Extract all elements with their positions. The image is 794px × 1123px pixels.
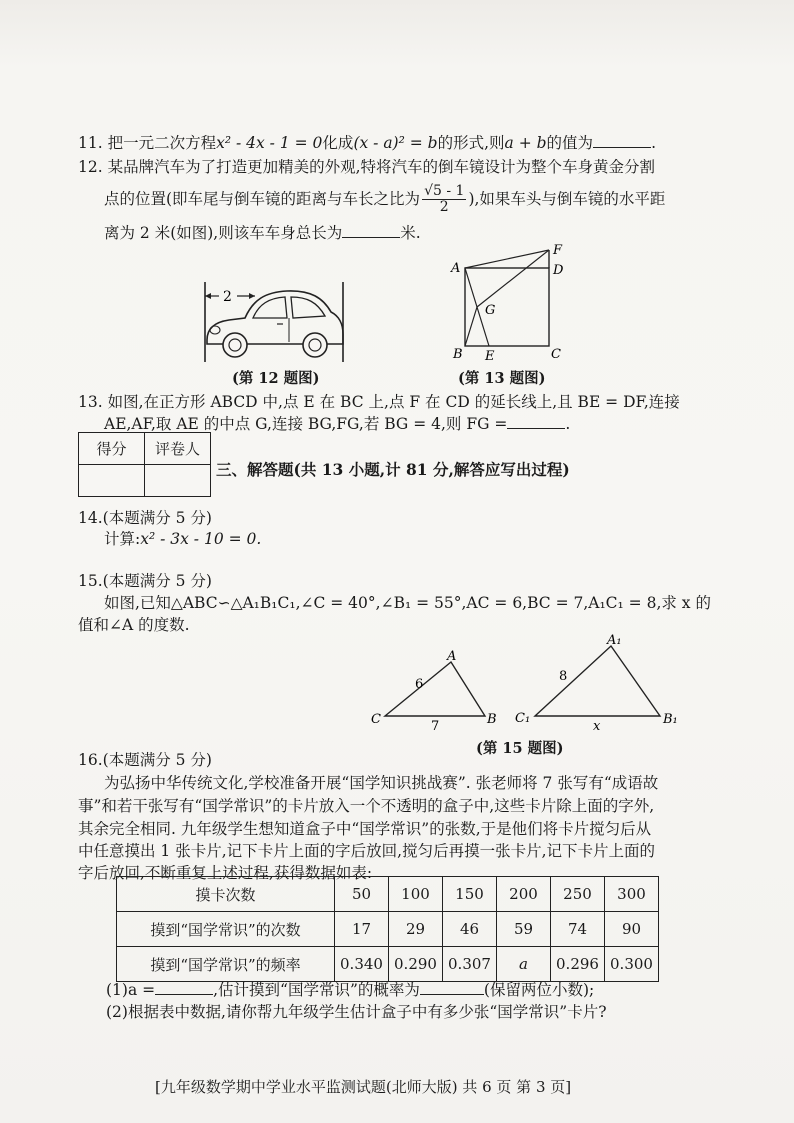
table-cell: 0.300 xyxy=(605,947,659,982)
table-cell: 250 xyxy=(551,877,605,912)
label-b1: B₁ xyxy=(663,712,678,727)
table-cell: 0.296 xyxy=(551,947,605,982)
figure-13-caption: (第 13 题图) xyxy=(458,370,546,387)
similar-triangles-figure xyxy=(365,630,690,730)
segment-bg xyxy=(465,307,477,346)
grader-header: 评卷人 xyxy=(145,433,211,465)
label-b: B xyxy=(487,712,497,727)
grader-cell[interactable] xyxy=(145,465,211,497)
question-11 xyxy=(78,131,656,153)
label-a: A xyxy=(451,261,461,276)
question-15-line1: 如图,已知△ABC∽△A₁B₁C₁,∠C = 40°,∠B₁ = 55°,AC = 6,BC = 7,A₁C₁ = 8,求 x 的 xyxy=(104,594,711,612)
question-15-head: 15.(本题满分 5 分) xyxy=(78,572,212,590)
question-16-sub2: (2)根据表中数据,请你帮九年级学生估计盒子中有多少张“国学常识”卡片? xyxy=(106,1003,607,1021)
front-wheel xyxy=(223,333,247,357)
golden-ratio-fraction xyxy=(422,184,466,216)
answer-blank[interactable] xyxy=(593,147,651,148)
q13-text: AE,AF,取 AE 的中点 G,连接 BG,FG,若 BG = 4,则 FG = xyxy=(104,415,508,433)
score-box xyxy=(78,432,211,497)
table-cell: 59 xyxy=(497,912,551,947)
table-cell: 17 xyxy=(335,912,389,947)
label-c: C xyxy=(551,347,561,362)
label-a: A xyxy=(447,649,457,664)
data-table xyxy=(116,876,659,982)
q12-text: 米. xyxy=(400,224,421,242)
question-14-head: 14.(本题满分 5 分) xyxy=(78,509,212,527)
q14-text: 计算: xyxy=(104,530,141,548)
row-header: 摸卡次数 xyxy=(117,877,335,912)
square-figure xyxy=(445,240,575,365)
table-cell: 50 xyxy=(335,877,389,912)
row-header: 摸到“国学常识”的次数 xyxy=(117,912,335,947)
question-16-para: 其余完全相同. 九年级学生想知道盒子中“国学常识”的张数,于是他们将卡片搅匀后从 xyxy=(78,820,652,838)
car-window-rear xyxy=(291,297,325,318)
dimension-label: 2 xyxy=(223,289,232,305)
answer-blank[interactable] xyxy=(507,428,565,429)
arrow-right xyxy=(249,293,255,299)
rear-wheel xyxy=(303,333,327,357)
q13-text: . xyxy=(565,415,571,433)
table-row xyxy=(117,912,659,947)
headlight xyxy=(210,326,220,334)
car-figure xyxy=(195,278,355,366)
q11-equation: (x - a)² = b xyxy=(353,134,438,152)
table-cell: a xyxy=(497,947,551,982)
label-e: E xyxy=(485,349,495,364)
side-ac-label: 6 xyxy=(415,677,424,692)
table-cell: 300 xyxy=(605,877,659,912)
q14-equation: x² - 3x - 10 = 0. xyxy=(140,530,262,548)
score-cell[interactable] xyxy=(79,465,145,497)
label-c: C xyxy=(371,712,381,727)
label-b: B xyxy=(453,347,463,362)
figure-12-caption: (第 12 题图) xyxy=(232,370,320,387)
side-a1c1-label: 8 xyxy=(559,669,568,684)
segment-af xyxy=(465,250,549,268)
row-header: 摸到“国学常识”的频率 xyxy=(117,947,335,982)
figure-15-caption: (第 15 题图) xyxy=(476,740,564,757)
label-g: G xyxy=(485,303,496,318)
q11-end: . xyxy=(651,134,656,152)
question-13-line2 xyxy=(104,412,570,434)
table-cell: 0.290 xyxy=(389,947,443,982)
label-c1: C₁ xyxy=(515,711,531,726)
table-cell: 29 xyxy=(389,912,443,947)
table-cell: 74 xyxy=(551,912,605,947)
q11-text: 的值为 xyxy=(546,134,594,152)
table-row xyxy=(117,947,659,982)
answer-blank[interactable] xyxy=(342,237,400,238)
segment-fg xyxy=(477,250,549,307)
question-12-line2 xyxy=(104,184,665,216)
answer-blank[interactable] xyxy=(420,994,484,995)
label-f: F xyxy=(553,243,563,258)
triangle-abc xyxy=(385,662,485,716)
table-cell: 150 xyxy=(443,877,497,912)
question-16-head: 16.(本题满分 5 分) xyxy=(78,751,212,769)
label-a1: A₁ xyxy=(607,633,622,648)
table-cell: 90 xyxy=(605,912,659,947)
question-number: 13. xyxy=(78,393,103,411)
question-13-line1 xyxy=(78,390,680,412)
label-d: D xyxy=(553,263,564,278)
q13-text: 如图,在正方形 ABCD 中,点 E 在 BC 上,点 F 在 CD 的延长线上,且 BE = DF,连接 xyxy=(107,393,680,411)
q12-text: 离为 2 米(如图),则该车车身总长为 xyxy=(104,224,343,242)
fraction-numerator: √5 - 1 xyxy=(424,183,465,199)
question-12-line1 xyxy=(78,155,655,177)
section-3-heading: 三、解答题(共 13 小题,计 81 分,解答应写出过程) xyxy=(216,460,570,479)
table-cell: 100 xyxy=(389,877,443,912)
table-cell: 0.340 xyxy=(335,947,389,982)
question-14-body xyxy=(104,527,261,549)
table-cell: 46 xyxy=(443,912,497,947)
question-number: 11. xyxy=(78,134,103,152)
question-16-para: 为弘扬中华传统文化,学校准备开展“国学知识挑战赛”. 张老师将 7 张写有“成语故 xyxy=(104,774,659,792)
triangle-a1b1c1 xyxy=(535,646,660,716)
score-header: 得分 xyxy=(79,433,145,465)
table-cell: 0.307 xyxy=(443,947,497,982)
q12-text: 某品牌汽车为了打造更加精美的外观,特将汽车的倒车镜设计为整个车身黄金分割 xyxy=(107,158,656,176)
q16-text: ,估计摸到“国学常识”的概率为 xyxy=(213,981,420,999)
q16-text: (1)a = xyxy=(106,981,156,999)
question-16-para: 字后放回,不断重复上述过程,获得数据如表: xyxy=(78,864,373,882)
q16-text: (保留两位小数); xyxy=(483,981,595,999)
side-c1b1-label: x xyxy=(593,719,601,730)
question-15-line2: 值和∠A 的度数. xyxy=(78,616,190,634)
table-row xyxy=(117,877,659,912)
question-16-para: 事”和若干张写有“国学常识”的卡片放入一个不透明的盒子中,这些卡片除上面的字外, xyxy=(78,797,655,815)
q12-text: 点的位置(即车尾与倒车镜的距离与车长之比为 xyxy=(104,189,421,208)
q11-equation: x² - 4x - 1 = 0 xyxy=(216,134,323,152)
q12-text: ),如果车头与倒车镜的水平距 xyxy=(468,189,666,208)
question-number: 12. xyxy=(78,158,103,176)
q11-text: 把一元二次方程 xyxy=(107,134,217,152)
question-16-para: 中任意摸出 1 张卡片,记下卡片上面的字后放回,搅匀后再摸一张卡片,记下卡片上面的 xyxy=(78,842,655,860)
page-footer: [九年级数学期中学业水平监测试题(北师大版) 共 6 页 第 3 页] xyxy=(155,1078,572,1096)
side-cb-label: 7 xyxy=(431,719,440,730)
q11-text: 化成 xyxy=(322,134,354,152)
answer-blank[interactable] xyxy=(155,994,213,995)
arrow-left xyxy=(205,293,211,299)
table-cell: 200 xyxy=(497,877,551,912)
fraction-denominator: 2 xyxy=(439,199,449,216)
question-16-sub1 xyxy=(106,978,594,1000)
question-12-line3 xyxy=(104,221,421,243)
q11-expression: a + b xyxy=(504,134,547,152)
q11-text: 的形式,则 xyxy=(437,134,505,152)
